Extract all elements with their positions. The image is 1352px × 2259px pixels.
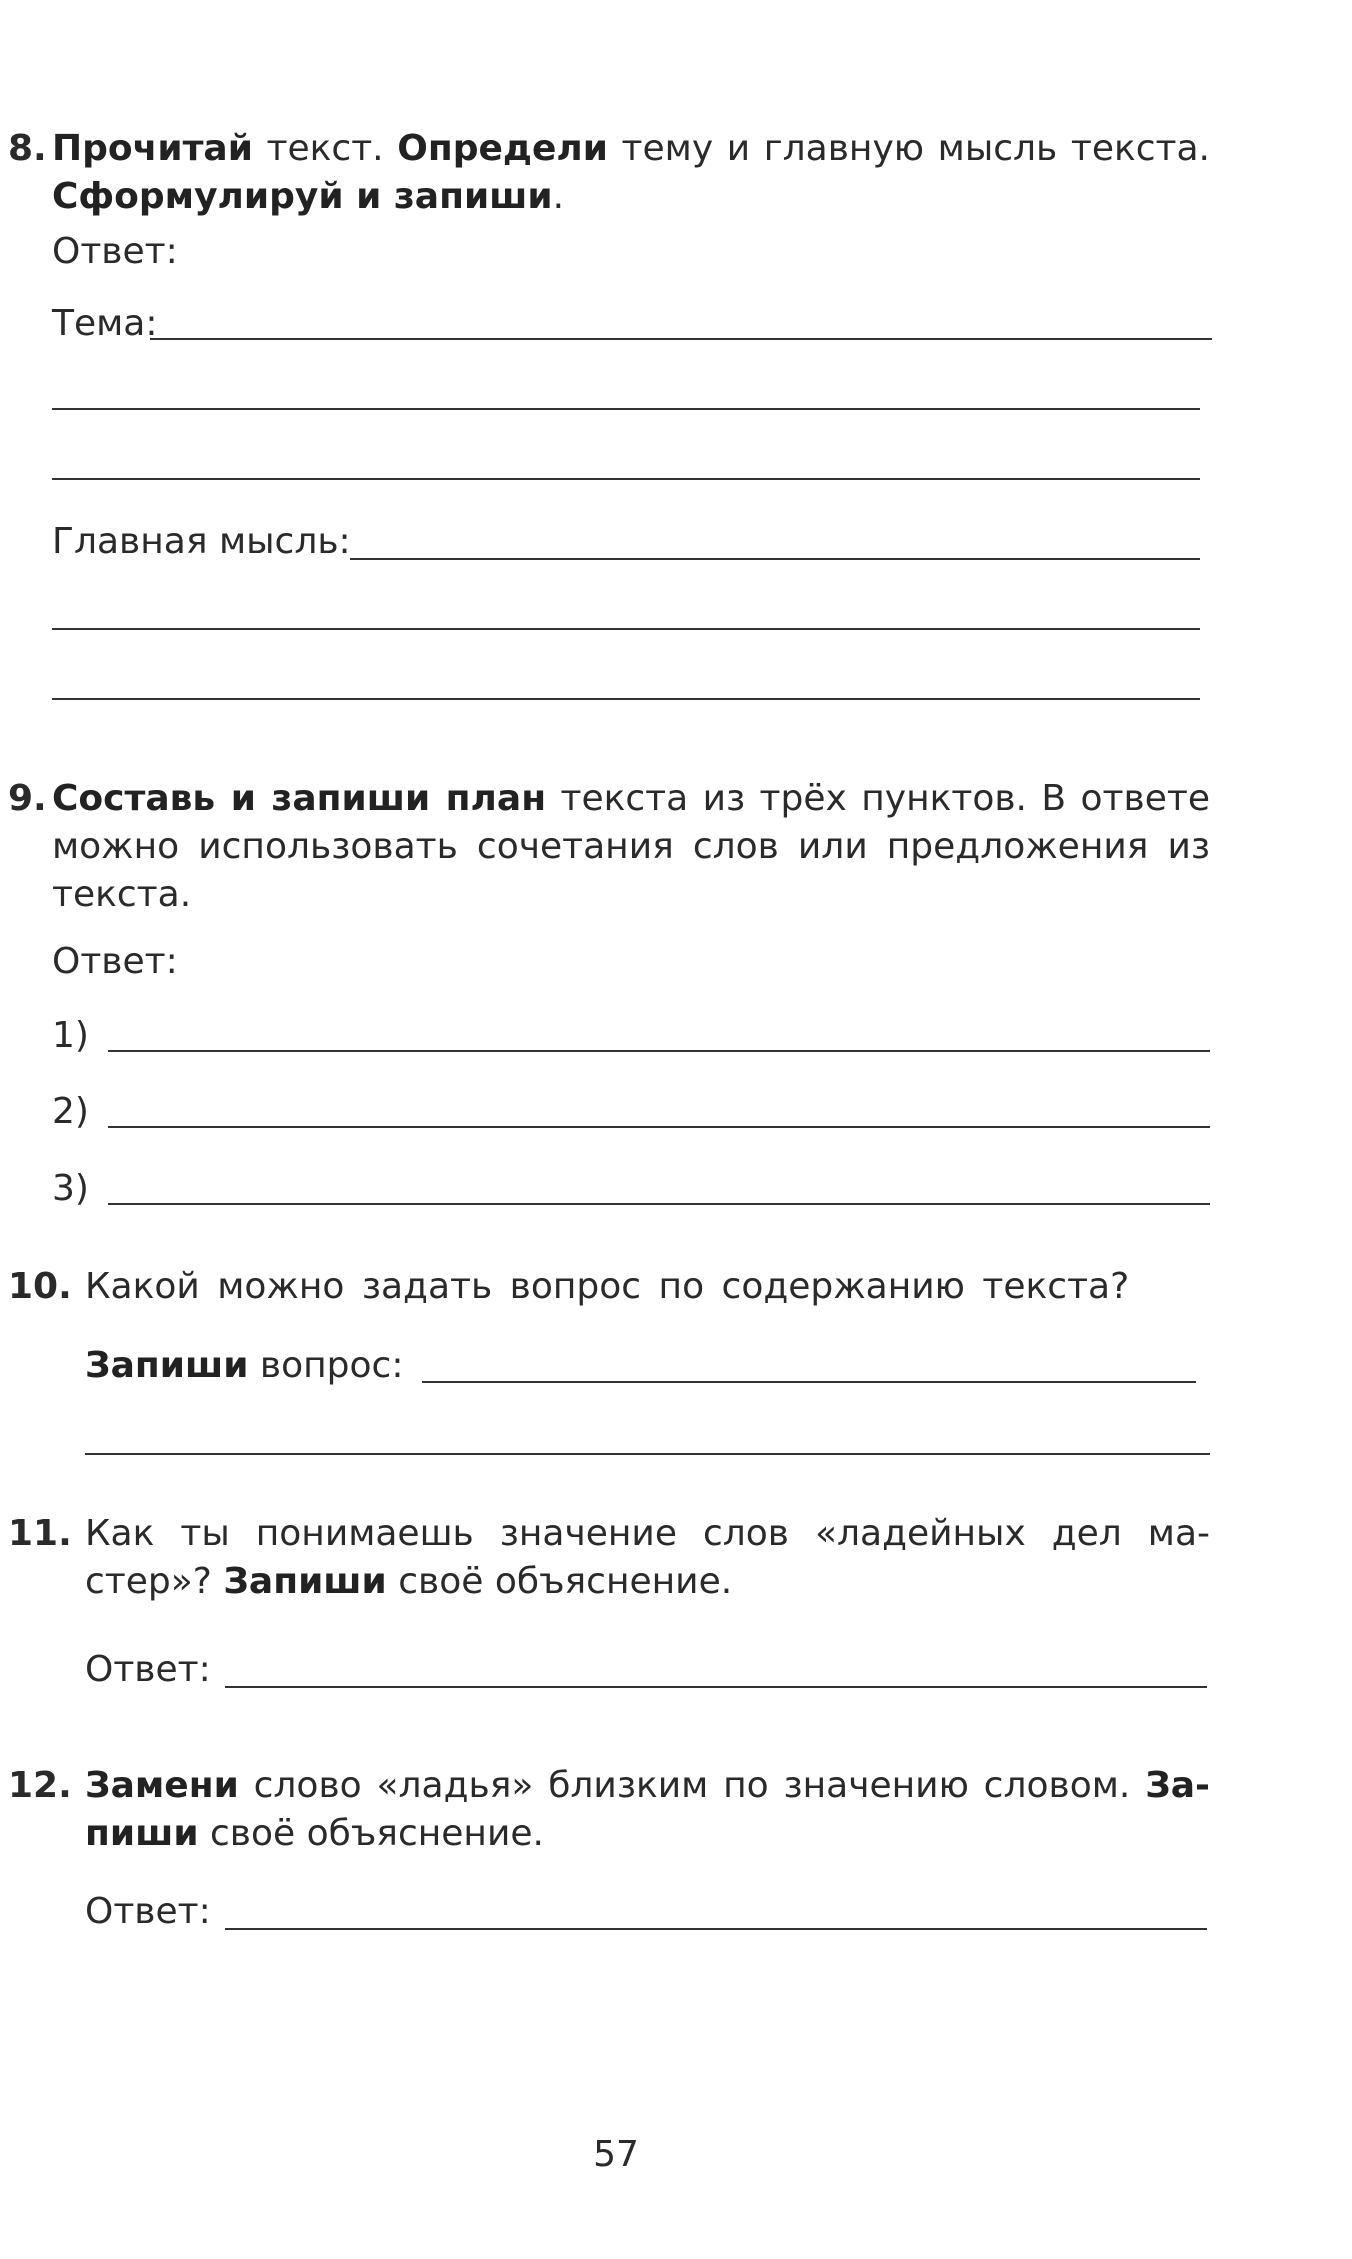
task-10-question: Какой можно задать вопрос по содержанию текста? bbox=[85, 1266, 1130, 1307]
plan-item-1-line[interactable] bbox=[108, 1050, 1210, 1052]
task-9-instruction-line-2: можно использовать сочетания слов или предложения из bbox=[52, 826, 1210, 867]
task-8-instruction-line-2: Сформулируй и запиши. bbox=[52, 176, 565, 217]
verb-formulate: Сформулируй и запиши bbox=[52, 176, 553, 217]
verb-read: Прочитай bbox=[52, 128, 253, 169]
task-10-number: 10. bbox=[8, 1266, 72, 1307]
plan-item-3-label: 3) bbox=[52, 1168, 89, 1209]
task-8-answer-label: Ответ: bbox=[52, 231, 178, 272]
task-12-instruction-line-2: пиши своё объяснение. bbox=[85, 1813, 544, 1854]
task-8-instruction-line-1: Прочитай текст. Определи тему и главную мысль текста. bbox=[52, 128, 1210, 169]
task-9-instruction-line-3: текста. bbox=[52, 874, 192, 915]
plan-item-2-line[interactable] bbox=[108, 1126, 1210, 1128]
task-9-answer-label: Ответ: bbox=[52, 941, 178, 982]
verb-compose: Составь и запиши план bbox=[52, 778, 547, 819]
task-8-number: 8. bbox=[8, 128, 47, 169]
verb-write: Запиши bbox=[85, 1345, 249, 1386]
question-answer-line[interactable] bbox=[422, 1381, 1196, 1383]
task-11-question-line-1: Как ты понимаешь значение слов «ладейных дел ма- bbox=[85, 1513, 1210, 1554]
task-11-question-line-2: стер»? Запиши своё объяснение. bbox=[85, 1561, 733, 1602]
topic-answer-line-3[interactable] bbox=[52, 478, 1200, 480]
task-9-instruction-line-1: Составь и запиши план текста из трёх пунктов. В ответе bbox=[52, 778, 1210, 819]
verb-determine: Определи bbox=[397, 128, 608, 169]
task-11-answer-line[interactable] bbox=[225, 1686, 1207, 1688]
task-12-answer-label: Ответ: bbox=[85, 1891, 211, 1932]
plan-item-1-label: 1) bbox=[52, 1015, 89, 1056]
task-12-number: 12. bbox=[8, 1765, 72, 1806]
task-10-prompt: Запиши вопрос: bbox=[85, 1345, 404, 1386]
topic-answer-line-2[interactable] bbox=[52, 408, 1200, 410]
topic-label: Тема: bbox=[52, 303, 158, 344]
main-idea-answer-line-2[interactable] bbox=[52, 628, 1200, 630]
main-idea-label: Главная мысль: bbox=[52, 521, 351, 562]
task-11-answer-label: Ответ: bbox=[85, 1649, 211, 1690]
plan-item-3-line[interactable] bbox=[108, 1203, 1210, 1205]
question-answer-line-2[interactable] bbox=[85, 1453, 1210, 1455]
topic-answer-line[interactable] bbox=[150, 338, 1212, 340]
task-12-instruction-line-1: Замени слово «ладья» близким по значению словом. За- bbox=[85, 1765, 1210, 1806]
main-idea-answer-line-3[interactable] bbox=[52, 698, 1200, 700]
main-idea-answer-line[interactable] bbox=[350, 558, 1200, 560]
task-11-number: 11. bbox=[8, 1513, 72, 1554]
verb-write: Запиши bbox=[223, 1561, 387, 1602]
page-number: 57 bbox=[593, 2134, 639, 2175]
verb-replace: Замени bbox=[85, 1765, 239, 1806]
task-9-number: 9. bbox=[8, 778, 47, 819]
plan-item-2-label: 2) bbox=[52, 1091, 89, 1132]
task-12-answer-line[interactable] bbox=[225, 1928, 1207, 1930]
